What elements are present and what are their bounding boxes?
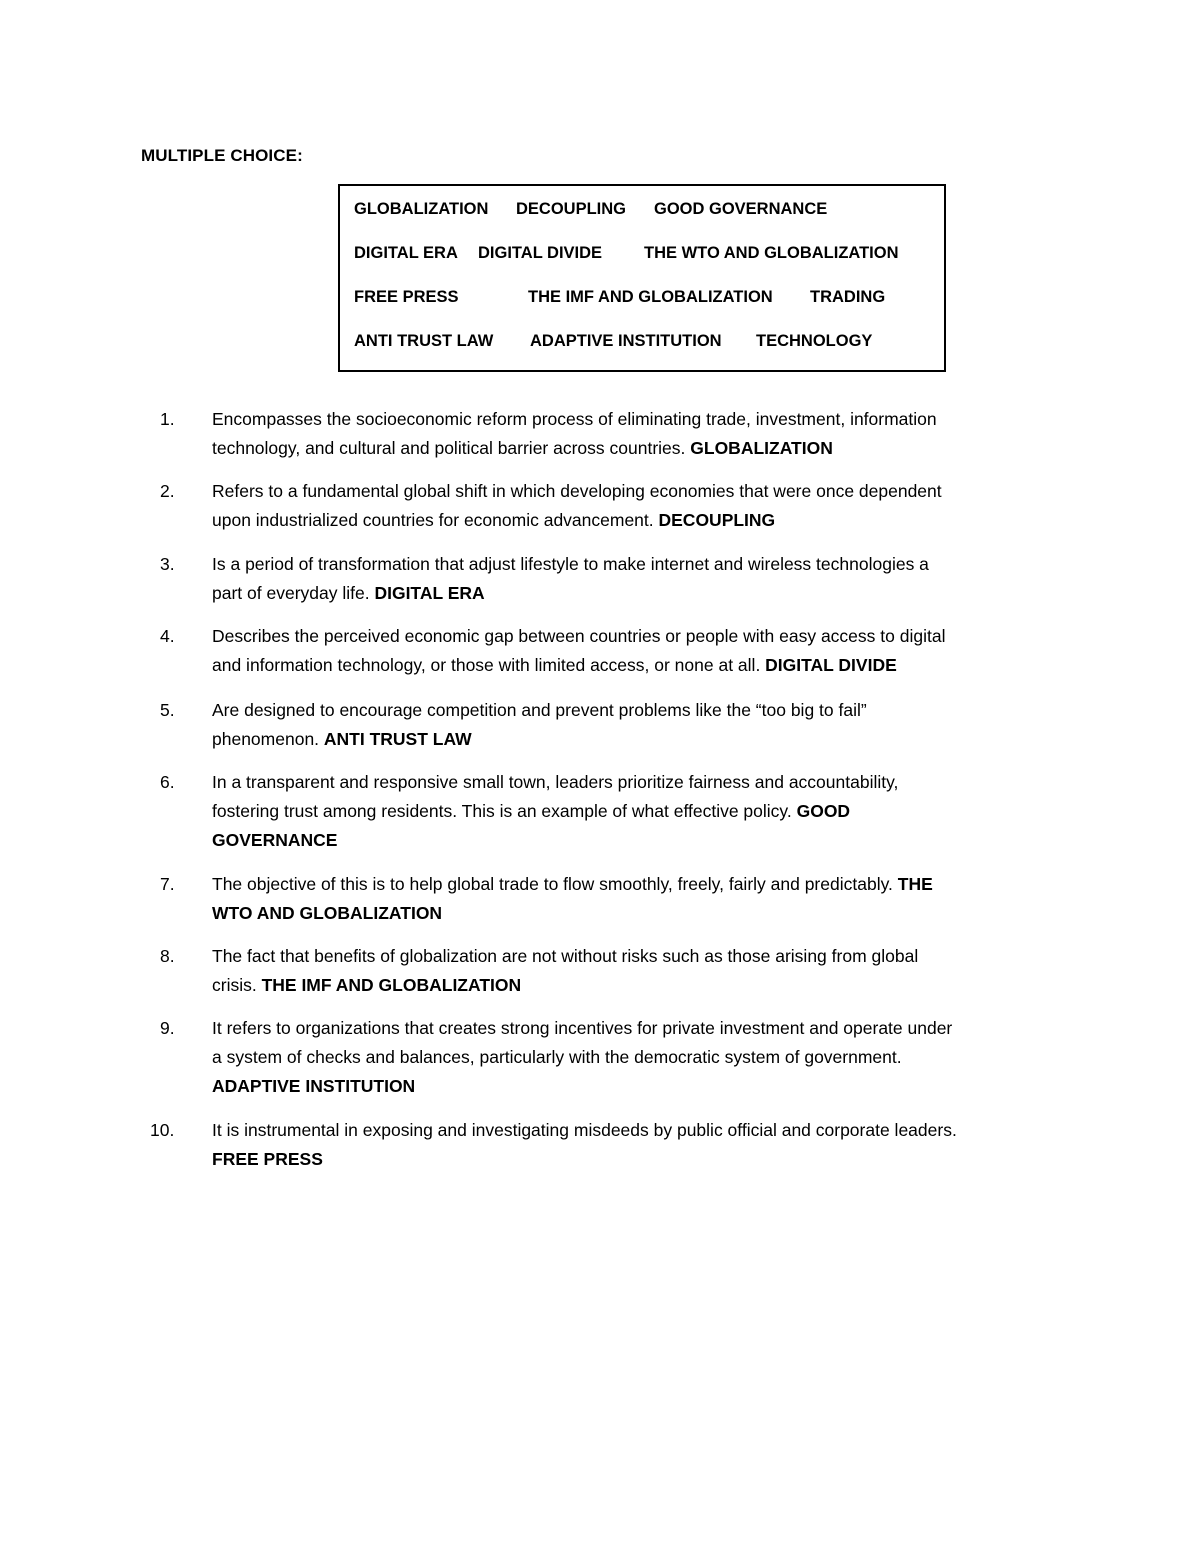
question-answer: ANTI TRUST LAW xyxy=(323,729,472,749)
question-line-with-answer xyxy=(212,725,1062,754)
question-line-with-answer xyxy=(212,870,1062,899)
word-bank-term: FREE PRESS xyxy=(354,288,459,306)
question-text xyxy=(212,550,1062,608)
question-answer: DIGITAL DIVIDE xyxy=(765,655,897,675)
question-number: 5. xyxy=(160,700,175,720)
question-answer: DIGITAL ERA xyxy=(374,583,485,603)
question-answer-continued: WTO AND GLOBALIZATION xyxy=(212,903,443,923)
page-heading: MULTIPLE CHOICE: xyxy=(141,146,303,165)
question-line-with-answer xyxy=(212,1072,1062,1101)
word-bank-term: GLOBALIZATION xyxy=(354,200,489,218)
question-number: 7. xyxy=(160,874,175,894)
question-number: 9. xyxy=(160,1018,175,1038)
word-bank-term: THE WTO AND GLOBALIZATION xyxy=(644,244,899,262)
question-line: The fact that benefits of globalization are not without risks such as those arising from global xyxy=(212,946,919,966)
question-line: The objective of this is to help global trade to flow smoothly, freely, fairly and predictably. xyxy=(212,874,898,894)
question-text xyxy=(212,696,1062,754)
question-line: technology, and cultural and political barrier across countries. xyxy=(212,438,691,458)
question-line-with-answer xyxy=(212,1145,1062,1174)
question-line: Refers to a fundamental global shift in which developing economies that were once dependent xyxy=(212,481,942,501)
word-bank-term: TRADING xyxy=(810,288,886,306)
question-text xyxy=(212,768,1062,855)
question-line: part of everyday life. xyxy=(212,583,375,603)
question-line: Are designed to encourage competition and prevent problems like the “too big to fail” xyxy=(212,700,867,720)
question-number: 4. xyxy=(160,626,175,646)
question-line: Is a period of transformation that adjust lifestyle to make internet and wireless technologies a xyxy=(212,554,929,574)
question-line-with-answer xyxy=(212,651,1062,680)
question-number: 10. xyxy=(150,1120,175,1140)
question-number: 6. xyxy=(160,772,175,792)
question-text xyxy=(212,1014,1062,1101)
question-answer: GLOBALIZATION xyxy=(690,438,833,458)
word-bank-term: ANTI TRUST LAW xyxy=(354,332,494,350)
question-answer: DECOUPLING xyxy=(658,510,776,530)
question-number: 2. xyxy=(160,481,175,501)
word-bank-term: DIGITAL ERA xyxy=(354,244,458,262)
question-line: crisis. xyxy=(212,975,262,995)
word-bank-term: TECHNOLOGY xyxy=(756,332,873,350)
question-text xyxy=(212,622,1062,680)
question-line-with-answer xyxy=(212,971,1062,1000)
question-line: It is instrumental in exposing and investigating misdeeds by public official and corporate leaders. xyxy=(212,1120,957,1140)
question-line: a system of checks and balances, particularly with the democratic system of government. xyxy=(212,1047,902,1067)
question-text xyxy=(212,477,1062,535)
word-bank-term: ADAPTIVE INSTITUTION xyxy=(530,332,722,350)
question-line-with-answer xyxy=(212,506,1062,535)
question-line-with-answer xyxy=(212,434,1062,463)
question-line: upon industrialized countries for economic advancement. xyxy=(212,510,659,530)
question-answer-continued: FREE PRESS xyxy=(212,1149,323,1169)
word-bank-term: DIGITAL DIVIDE xyxy=(478,244,603,262)
word-bank-term: DECOUPLING xyxy=(516,200,627,218)
question-answer-continued: GOVERNANCE xyxy=(212,830,338,850)
question-line: phenomenon. xyxy=(212,729,324,749)
question-line: Encompasses the socioeconomic reform process of eliminating trade, investment, information xyxy=(212,409,937,429)
word-bank-term: GOOD GOVERNANCE xyxy=(654,200,828,218)
question-line: In a transparent and responsive small town, leaders prioritize fairness and accountability, xyxy=(212,772,899,792)
question-line-with-answer xyxy=(212,899,1062,928)
question-line: Describes the perceived economic gap between countries or people with easy access to digital xyxy=(212,626,946,646)
question-text xyxy=(212,1116,1062,1174)
question-line-with-answer xyxy=(212,797,1062,826)
question-line: fostering trust among residents. This is an example of what effective policy. xyxy=(212,801,797,821)
question-number: 8. xyxy=(160,946,175,966)
question-text xyxy=(212,942,1062,1000)
question-number: 3. xyxy=(160,554,175,574)
question-answer: THE IMF AND GLOBALIZATION xyxy=(261,975,522,995)
question-line-with-answer xyxy=(212,826,1062,855)
question-text xyxy=(212,405,1062,463)
question-answer-continued: ADAPTIVE INSTITUTION xyxy=(212,1076,416,1096)
question-number: 1. xyxy=(160,409,175,429)
question-answer: GOOD xyxy=(796,801,851,821)
question-text xyxy=(212,870,1062,928)
question-line: and information technology, or those with limited access, or none at all. xyxy=(212,655,766,675)
question-line-with-answer xyxy=(212,579,1062,608)
question-line: It refers to organizations that creates strong incentives for private investment and operate under xyxy=(212,1018,953,1038)
question-answer: THE xyxy=(897,874,933,894)
word-bank-term: THE IMF AND GLOBALIZATION xyxy=(528,288,773,306)
